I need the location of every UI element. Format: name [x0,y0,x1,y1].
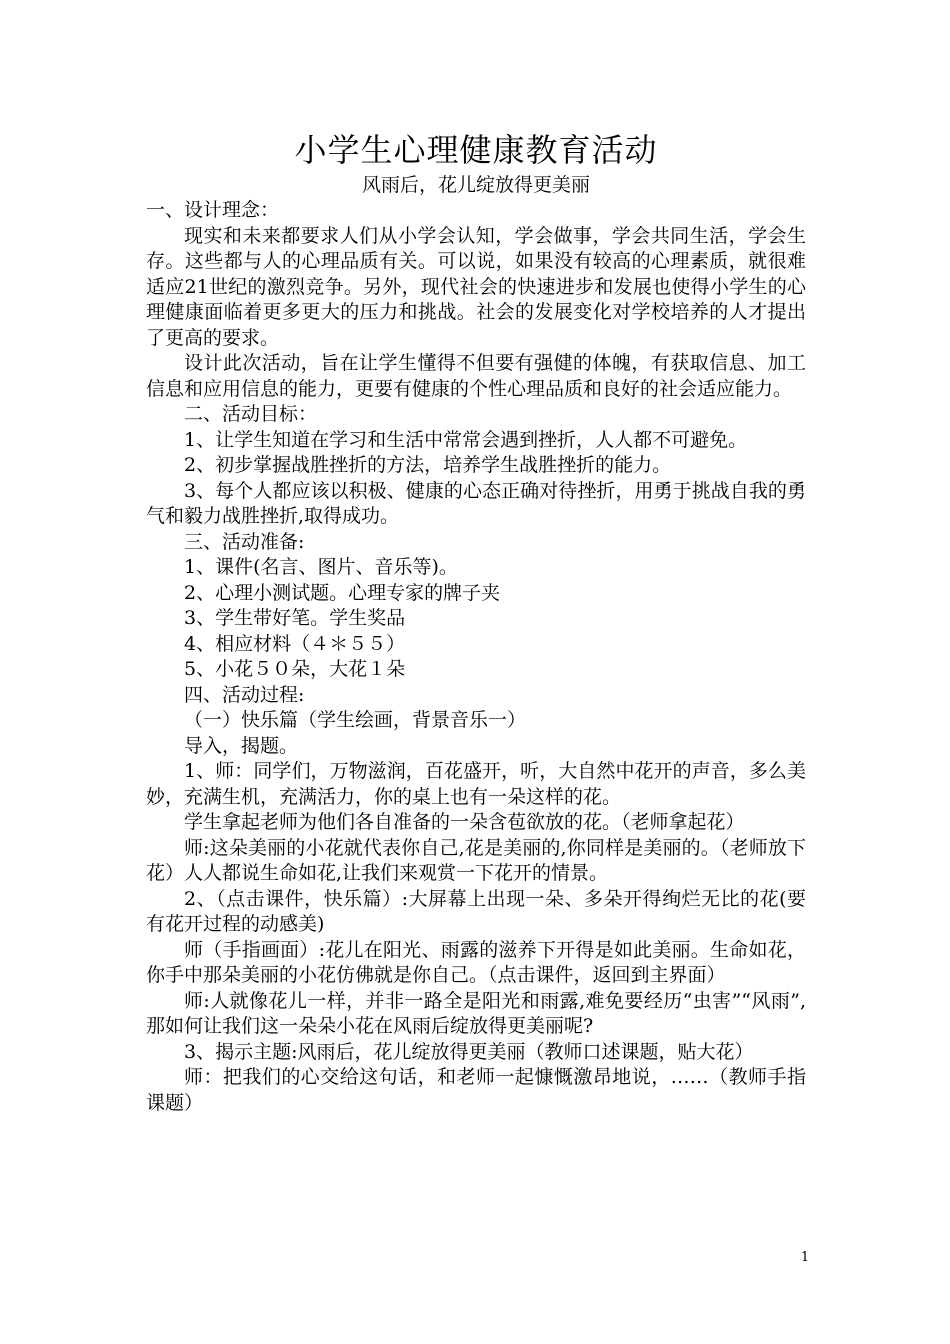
paragraph: 3、揭示主题:风雨后，花儿绽放得更美丽（教师口述课题，贴大花） [184,1040,754,1063]
paragraph: 师:人就像花儿一样，并非一路全是阳光和雨露,难免要经历“虫害”“风雨”,那如何让我们这一朵朵小花在风雨后绽放得更美丽呢? [146,989,806,1037]
paragraph: 2、初步掌握战胜挫折的方法，培养学生战胜挫折的能力。 [184,454,672,476]
paragraph: 师:这朵美丽的小花就代表你自己,花是美丽的,你同样是美丽的。（老师放下花）人人都说生命如花,让我们来观赏一下花开的情景。 [146,836,806,884]
document-subtitle: 风雨后，花儿绽放得更美丽 [361,174,590,196]
paragraph: （一）快乐篇（学生绘画，背景音乐一） [184,709,527,731]
document-title: 小学生心理健康教育活动 [294,131,658,169]
paragraph: 设计此次活动，旨在让学生懂得不但要有强健的体魄，有获取信息、加工信息和应用信息的能力，更要有健康的个性心理品质和良好的社会适应能力。 [146,352,806,400]
paragraph: 2、（点击课件，快乐篇）:大屏幕上出现一朵、多朵开得绚烂无比的花(要有花开过程的动感美) [146,887,806,935]
paragraph: 师（手指画面）:花儿在阳光、雨露的滋养下开得是如此美丽。生命如花，你手中那朵美丽的小花仿佛就是你自己。（点击课件，返回到主界面） [146,938,806,986]
paragraph: 1、师：同学们，万物滋润，百花盛开，听，大自然中花开的声音，多么美妙，充满生机，充满活力，你的桌上也有一朵这样的花。 [146,760,806,808]
paragraph: 1、让学生知道在学习和生活中常常会遇到挫折，人人都不可避免。 [184,428,748,451]
document-content [146,128,806,1116]
paragraph: 二、活动目标： [184,403,318,425]
paragraph: 三、活动准备: [184,530,305,553]
paragraph: 2、心理小测试题。心理专家的牌子夹 [184,581,501,604]
paragraph: 导入，揭题。 [184,734,299,757]
paragraph: 3、学生带好笔。学生奖品 [184,607,406,629]
paragraph: 现实和未来都要求人们从小学会认知，学会做事，学会共同生活，学会生存。这些都与人的心理品质有关。可以说，如果没有较高的心理素质，就很难适应21世纪的激烈竞争。另外，现代社会的快速进步和发展也使得小学生的心理健康面临着更多更大的压力和挑战。社会的发展变化对学校培养的人才提出了更高的要求。 [146,224,806,349]
paragraph: 学生拿起老师为他们各自准备的一朵含苞欲放的花。（老师拿起花） [184,811,745,833]
paragraph: 5、小花５０朵，大花１朵 [184,658,406,680]
paragraph: 师：把我们的心交给这句话，和老师一起慷慨激昂地说，……（教师手指课题） [146,1066,806,1114]
page-number: 1 [800,1250,810,1265]
paragraph: 1、课件(名言、图片、音乐等)。 [184,556,458,578]
paragraph: 3、每个人都应该以积极、健康的心态正确对待挫折，用勇于挑战自我的勇气和毅力战胜挫折,取得成功。 [146,479,806,527]
paragraph: 四、活动过程: [184,683,305,706]
paragraph: 一、设计理念： [146,199,280,221]
paragraph: 4、相应材料（４＊５５） [184,632,406,655]
document-body [146,198,806,1116]
